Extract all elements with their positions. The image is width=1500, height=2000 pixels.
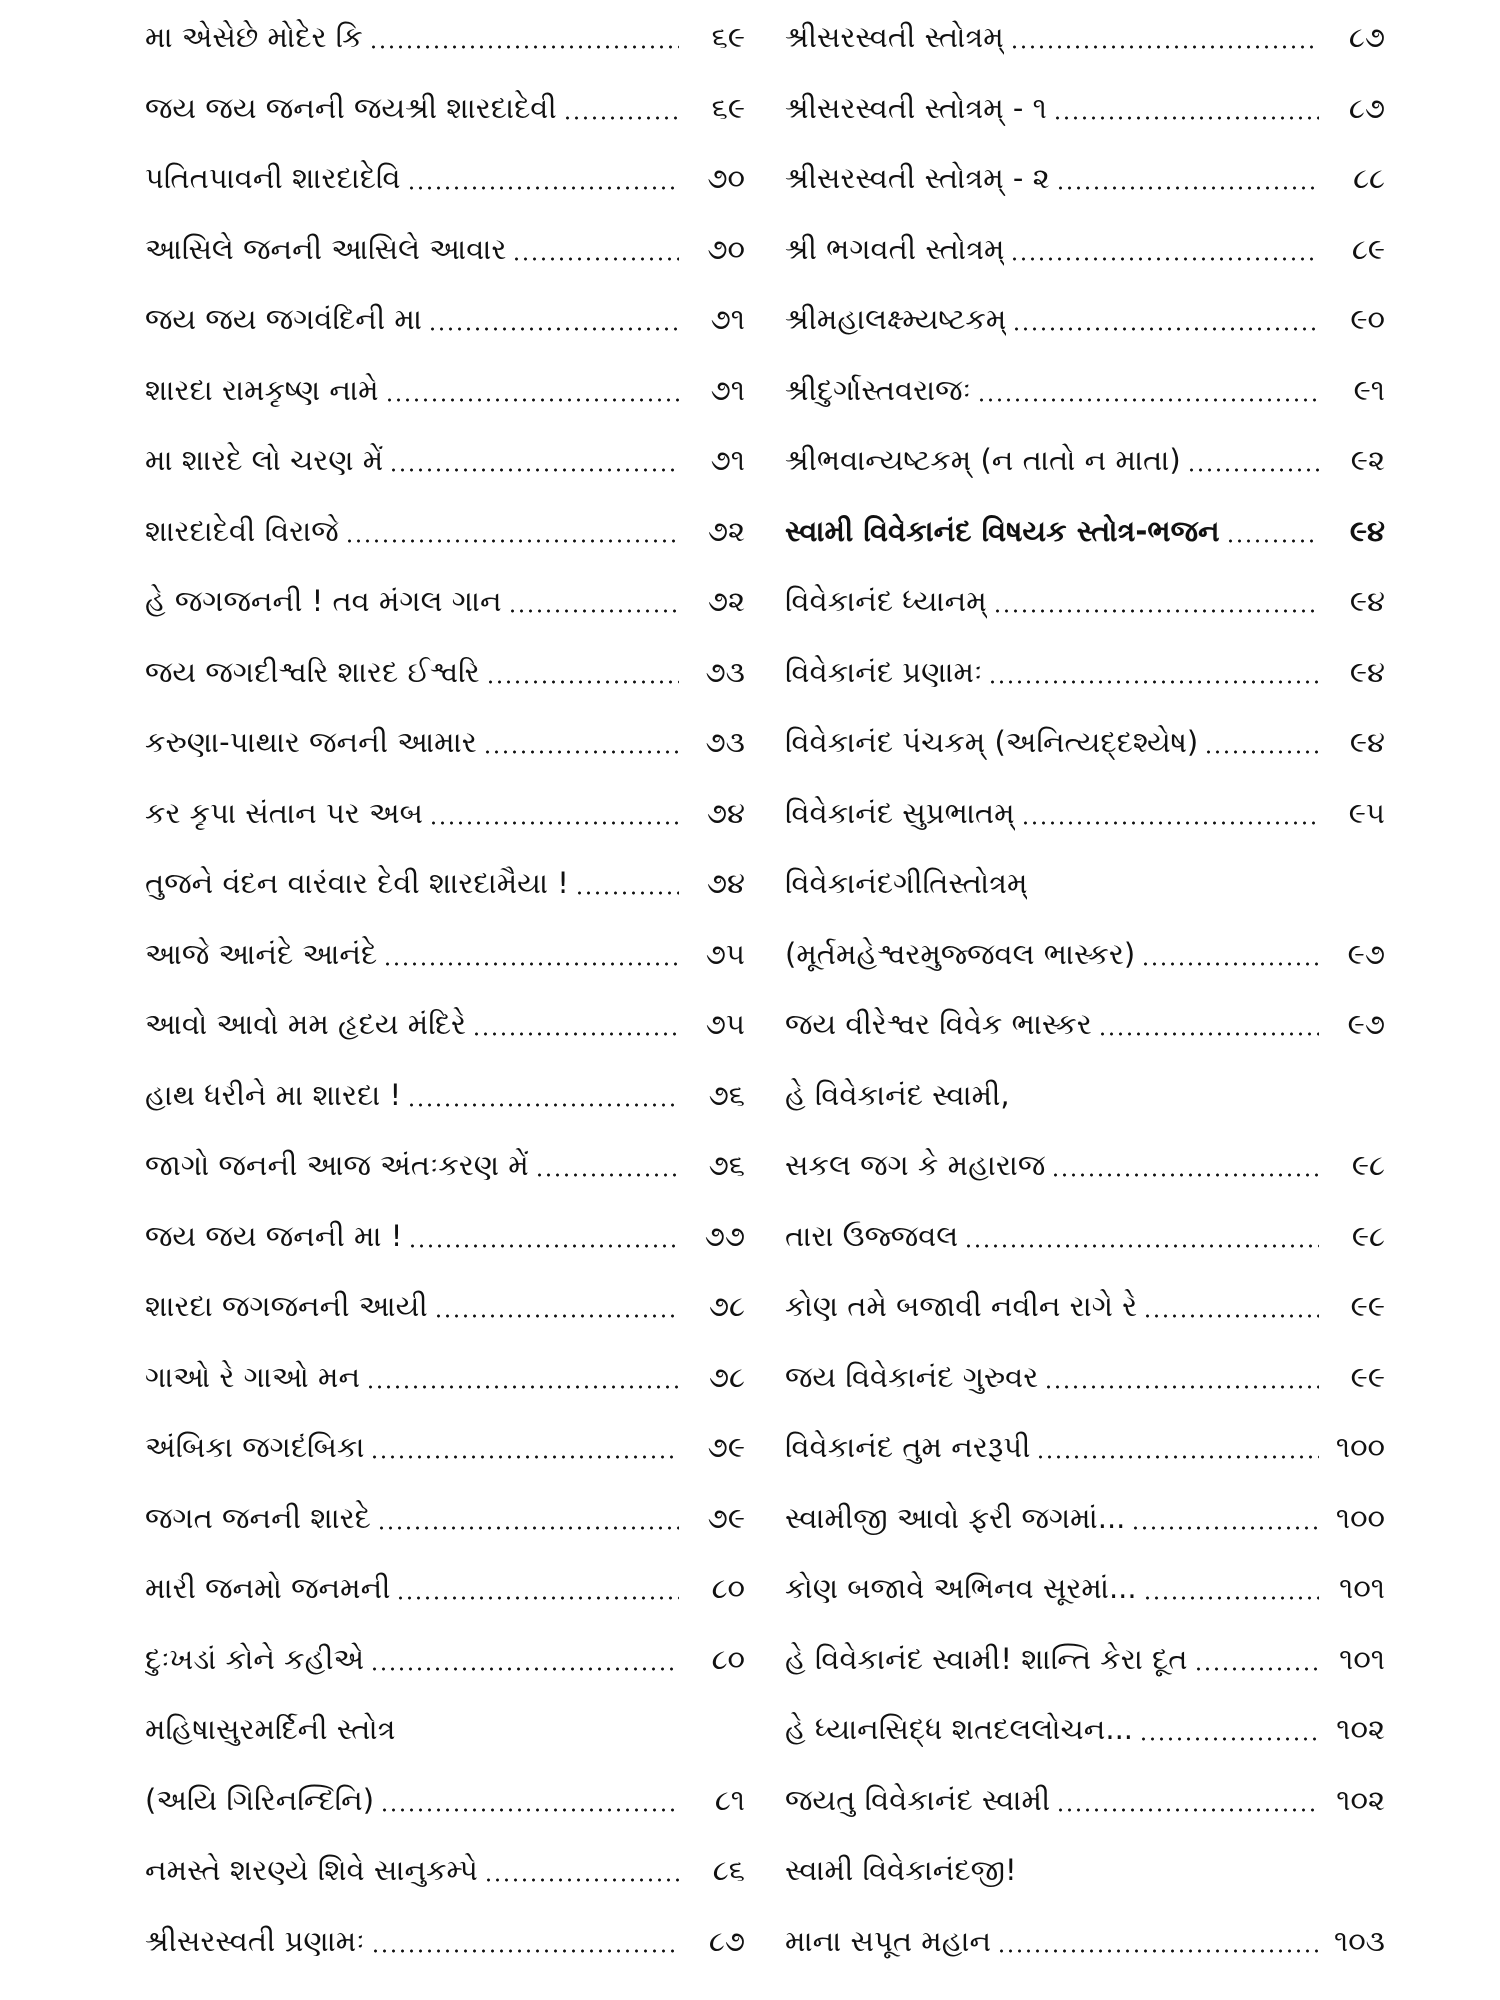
dot-leader xyxy=(472,1032,679,1036)
toc-right-entry xyxy=(785,435,1385,485)
toc-entry-page-number: ૭૨ xyxy=(707,513,745,548)
toc-entry-title: વિવેકાનંદ પ્રણામઃ xyxy=(785,654,983,689)
toc-entry-page-number: ૮૭ xyxy=(1348,20,1385,54)
toc-entry-title: શારદાદેવી વિરાજે xyxy=(145,513,339,548)
toc-left-entry xyxy=(145,153,745,203)
toc-right-entry xyxy=(785,1281,1385,1331)
toc-left-entry xyxy=(145,858,745,908)
toc-entry-title: જાગો જનની આજ અંતઃકરણ મેં xyxy=(145,1148,529,1182)
dot-leader xyxy=(1139,1737,1319,1741)
toc-entry-title: જય જગદીશ્વરિ શારદ ઈશ્વરિ xyxy=(145,654,480,689)
dot-leader xyxy=(1010,45,1319,49)
toc-left-entry xyxy=(145,1775,745,1825)
toc-entry-title: હે વિવેકાનંદ સ્વામી! શાન્તિ કેરા દૂત xyxy=(785,1641,1188,1676)
toc-entry-title: આવો આવો મમ હૃદય મંદિરે xyxy=(145,1007,467,1041)
dot-leader xyxy=(977,398,1319,402)
toc-entry-title: શ્રીદુર્ગાસ્તવરાજઃ xyxy=(785,372,971,407)
toc-entry-page-number: ૭૩ xyxy=(705,654,745,689)
toc-entry-title: જય જય જનની મા ! xyxy=(145,1218,403,1253)
toc-entry-title: જય વીરેશ્વર વિવેક ભાસ્કર xyxy=(785,1007,1092,1041)
toc-entry-page-number: ૭૬ xyxy=(708,1148,745,1182)
toc-entry-title: નમસ્તે શરણ્યે શિવે સાનુકમ્પે xyxy=(145,1853,478,1887)
toc-entry-title: કોણ બજાવે અભિનવ સૂરમાં... xyxy=(785,1571,1137,1605)
toc-left-entry xyxy=(145,224,745,274)
toc-right-entry xyxy=(785,153,1385,203)
dot-leader xyxy=(575,891,679,895)
dot-leader xyxy=(1044,1385,1319,1389)
toc-left-entry xyxy=(145,929,745,979)
toc-right-entry xyxy=(785,365,1385,415)
toc-entry-page-number: ૧૦૩ xyxy=(1334,1923,1385,1958)
toc-entry-page-number: ૭૩ xyxy=(705,725,745,759)
toc-right-entry xyxy=(785,788,1385,838)
dot-leader xyxy=(369,45,679,49)
dot-leader xyxy=(563,116,679,120)
toc-left-entry xyxy=(145,1563,745,1613)
toc-right-entry xyxy=(785,224,1385,274)
dot-leader xyxy=(1036,1455,1319,1459)
toc-entry-title: વિવેકાનંદ તુમ નરરૂપી xyxy=(785,1430,1031,1464)
dot-leader xyxy=(1187,468,1319,472)
toc-entry-title: આજે આનંદે આનંદે xyxy=(145,936,378,971)
toc-entry-page-number: ૯૦ xyxy=(1350,302,1385,336)
toc-left-entry xyxy=(145,717,745,767)
toc-entry-page-number: ૮૦ xyxy=(711,1641,745,1676)
dot-leader xyxy=(370,1455,679,1459)
toc-left-entry xyxy=(145,1281,745,1331)
toc-left-entry xyxy=(145,1070,745,1120)
toc-left-entry xyxy=(145,1845,745,1895)
dot-leader xyxy=(1194,1667,1320,1671)
toc-left-entry xyxy=(145,1493,745,1543)
toc-entry-title: શ્રીસરસ્વતી સ્તોત્રમ્ - ૨ xyxy=(785,161,1050,195)
toc-right-entry xyxy=(785,1493,1385,1543)
toc-entry-page-number: ૭૬ xyxy=(708,1077,745,1112)
toc-right-entry xyxy=(785,1211,1385,1261)
toc-left-entry xyxy=(145,576,745,626)
toc-entry-page-number: ૯૪ xyxy=(1349,725,1385,759)
toc-entry-page-number: ૧૦૦ xyxy=(1335,1430,1385,1464)
dot-leader xyxy=(345,539,679,543)
dot-leader xyxy=(1226,539,1319,543)
dot-leader xyxy=(1056,186,1319,190)
dot-leader xyxy=(988,680,1319,684)
toc-entry-title: માના સપૂત મહાન xyxy=(785,1923,992,1958)
toc-entry-page-number: ૭૧ xyxy=(710,372,745,407)
toc-entry-page-number: ૯૯ xyxy=(1350,1359,1385,1394)
toc-entry-page-number: ૬૯ xyxy=(711,20,745,54)
toc-entry-page-number: ૧૦૧ xyxy=(1339,1571,1385,1605)
toc-right-entry xyxy=(785,1563,1385,1613)
toc-entry-page-number: ૭૦ xyxy=(707,161,745,195)
toc-entry-page-number: ૯૪ xyxy=(1349,513,1385,548)
dot-leader xyxy=(484,1878,679,1882)
toc-left-entry xyxy=(145,1704,745,1754)
toc-entry-title: મા શારદે લો ચરણ મેં xyxy=(145,443,384,477)
toc-entry-title: શ્રીસરસ્વતી સ્તોત્રમ્ - ૧ xyxy=(785,90,1047,125)
toc-entry-page-number: ૯૪ xyxy=(1349,584,1385,618)
toc-entry-title: તુજને વંદન વારંવાર દેવી શારદામૈયા ! xyxy=(145,866,569,900)
dot-leader xyxy=(1143,1596,1319,1600)
dot-leader xyxy=(964,1244,1319,1248)
toc-entry-page-number: ૭૫ xyxy=(705,936,745,971)
toc-entry-title: હે જગજનની ! તવ મંગલ ગાન xyxy=(145,584,502,618)
dot-leader xyxy=(407,1103,679,1107)
toc-entry-page-number: ૯૭ xyxy=(1347,936,1385,971)
toc-entry-title: સકલ જગ કે મહારાજ xyxy=(785,1148,1046,1182)
dot-leader xyxy=(396,1596,679,1600)
toc-left-entry xyxy=(145,83,745,133)
dot-leader xyxy=(385,398,679,402)
toc-entry-page-number: ૧૦૨ xyxy=(1336,1782,1385,1817)
dot-leader xyxy=(993,609,1319,613)
toc-left-entry xyxy=(145,12,745,62)
toc-left-entry xyxy=(145,1211,745,1261)
toc-entry-title: હાથ ધરીને મા શારદા ! xyxy=(145,1077,402,1112)
toc-entry-title: મહિષાસુરમર્દિની સ્તોત્ર xyxy=(145,1712,396,1746)
toc-entry-title: સ્વામી વિવેકાનંદ વિષયક સ્તોત્ર-ભજન xyxy=(785,513,1220,548)
toc-left-entry xyxy=(145,788,745,838)
toc-entry-title: વિવેકાનંદ ધ્યાનમ્ xyxy=(785,584,987,618)
toc-entry-title: ગાઓ રે ગાઓ મન xyxy=(145,1359,361,1394)
toc-entry-page-number: ૬૯ xyxy=(711,90,745,125)
dot-leader xyxy=(1131,1526,1319,1530)
toc-entry-title: જયતુ વિવેકાનંદ સ્વામી xyxy=(785,1782,1051,1817)
toc-right-entry xyxy=(785,647,1385,697)
toc-entry-page-number: ૯૯ xyxy=(1350,1289,1385,1323)
toc-entry-page-number: ૭૧ xyxy=(710,302,745,336)
toc-entry-page-number: ૮૭ xyxy=(708,1923,745,1958)
dot-leader xyxy=(370,1667,679,1671)
toc-entry-page-number: ૮૮ xyxy=(1353,161,1385,195)
toc-right-entry xyxy=(785,717,1385,767)
toc-right-entry xyxy=(785,1422,1385,1472)
toc-left-entry xyxy=(145,647,745,697)
toc-right-entry xyxy=(785,1352,1385,1402)
dot-leader xyxy=(389,468,679,472)
dot-leader xyxy=(1021,821,1319,825)
toc-entry-title: સ્વામી વિવેકાનંદજી! xyxy=(785,1853,1017,1887)
toc-entry-page-number: ૯૪ xyxy=(1349,654,1385,689)
toc-right-entry xyxy=(785,83,1385,133)
dot-leader xyxy=(366,1385,679,1389)
toc-entry-title: તારા ઉજ્જવલ xyxy=(785,1218,959,1253)
toc-right-entry xyxy=(785,999,1385,1049)
dot-leader xyxy=(407,186,679,190)
toc-entry-title: વિવેકાનંદ પંચકમ્ (અનિત્યદ્દશ્યેષ) xyxy=(785,725,1199,759)
toc-entry-title: સ્વામીજી આવો ફરી જગમાં... xyxy=(785,1500,1126,1535)
dot-leader xyxy=(383,962,679,966)
toc-entry-page-number: ૭૮ xyxy=(708,1289,745,1323)
toc-entry-title: મારી જનમો જનમની xyxy=(145,1571,391,1605)
toc-left-entry xyxy=(145,1422,745,1472)
toc-right-entry xyxy=(785,1140,1385,1190)
toc-entry-title: વિવેકાનંદ સુપ્રભાતમ્ xyxy=(785,795,1015,830)
dot-leader xyxy=(535,1173,679,1177)
toc-entry-page-number: ૯૨ xyxy=(1350,443,1385,477)
toc-entry-title: કરુણા-પાથાર જનની આમાર xyxy=(145,725,477,759)
toc-entry-title: (અયિ ગિરિનન્દિનિ) xyxy=(145,1782,375,1817)
dot-leader xyxy=(997,1949,1319,1953)
toc-entry-title: દુઃખડાં કોને કહીએ xyxy=(145,1641,365,1676)
dot-leader xyxy=(377,1526,679,1530)
toc-right-entry xyxy=(785,929,1385,979)
dot-leader xyxy=(483,750,679,754)
toc-entry-title: શ્રી ભગવતી સ્તોત્રમ્ xyxy=(785,231,1005,266)
toc-left-entry xyxy=(145,1916,745,1966)
toc-entry-title: શ્રીમહાલક્ષ્મ્યષ્ટકમ્ xyxy=(785,302,1007,336)
toc-right-entry xyxy=(785,1634,1385,1684)
toc-entry-title: શારદા રામકૃષ્ણ નામે xyxy=(145,372,379,407)
toc-entry-title: શ્રીભવાન્યષ્ટકમ્ (ન તાતો ન માતા) xyxy=(785,443,1181,477)
dot-leader xyxy=(380,1808,679,1812)
toc-entry-title: જય વિવેકાનંદ ગુરુવર xyxy=(785,1359,1039,1394)
toc-left-entry xyxy=(145,294,745,344)
toc-entry-title: હે ધ્યાનસિદ્ધ શતદલલોચન... xyxy=(785,1712,1134,1746)
toc-entry-page-number: ૭૪ xyxy=(706,795,745,830)
toc-entry-page-number: ૭૧ xyxy=(710,443,745,477)
toc-entry-title: શ્રીસરસ્વતી પ્રણામઃ xyxy=(145,1923,365,1958)
toc-entry-title: હે વિવેકાનંદ સ્વામી, xyxy=(785,1077,1010,1112)
toc-entry-title: જય જય જગવંદિની મા xyxy=(145,302,422,336)
toc-entry-page-number: ૯૧ xyxy=(1353,372,1385,407)
dot-leader xyxy=(1098,1032,1319,1036)
toc-right-entry xyxy=(785,12,1385,62)
dot-leader xyxy=(1204,750,1319,754)
dot-leader xyxy=(1053,116,1319,120)
toc-entry-page-number: ૯૮ xyxy=(1351,1218,1385,1253)
dot-leader xyxy=(508,609,679,613)
toc-entry-page-number: ૭૦ xyxy=(707,231,745,266)
toc-left-entry xyxy=(145,365,745,415)
toc-entry-page-number: ૮૭ xyxy=(1348,90,1385,125)
toc-entry-page-number: ૧૦૦ xyxy=(1335,1500,1385,1535)
dot-leader xyxy=(1012,327,1319,331)
toc-entry-page-number: ૭૮ xyxy=(708,1359,745,1394)
dot-leader xyxy=(429,821,679,825)
toc-right-entry xyxy=(785,1070,1385,1120)
toc-entry-title: (મૂર્તમહેશ્વરમુજ્જવલ ભાસ્કર) xyxy=(785,936,1136,971)
dot-leader xyxy=(1056,1808,1319,1812)
dot-leader xyxy=(1141,962,1319,966)
toc-entry-page-number: ૯૫ xyxy=(1348,795,1385,830)
toc-entry-title: જગત જનની શારદે xyxy=(145,1500,371,1535)
dot-leader xyxy=(371,1949,679,1953)
toc-left-entry xyxy=(145,999,745,1049)
toc-entry-page-number: ૭૭ xyxy=(704,1218,745,1253)
toc-entry-page-number: ૭૫ xyxy=(705,1007,745,1041)
toc-entry-page-number: ૭૯ xyxy=(707,1500,745,1535)
toc-right-entry xyxy=(785,1704,1385,1754)
toc-entry-page-number: ૧૦૧ xyxy=(1339,1641,1385,1676)
toc-right-entry xyxy=(785,576,1385,626)
dot-leader xyxy=(408,1244,679,1248)
toc-right-entry xyxy=(785,1916,1385,1966)
dot-leader xyxy=(1010,257,1319,261)
toc-left-entry xyxy=(145,1634,745,1684)
toc-left-entry xyxy=(145,1352,745,1402)
toc-entry-title: શારદા જગજનની આયી xyxy=(145,1289,428,1323)
dot-leader xyxy=(512,257,679,261)
toc-entry-title: કોણ તમે બજાવી નવીન રાગે રે xyxy=(785,1289,1138,1323)
toc-entry-page-number: ૭૯ xyxy=(707,1430,745,1464)
toc-entry-title: જય જય જનની જયશ્રી શારદાદેવી xyxy=(145,90,557,125)
dot-leader xyxy=(428,327,679,331)
toc-entry-title: શ્રીસરસ્વતી સ્તોત્રમ્ xyxy=(785,20,1004,54)
dot-leader xyxy=(434,1314,679,1318)
toc-right-entry xyxy=(785,858,1385,908)
toc-entry-page-number: ૧૦૨ xyxy=(1336,1712,1385,1746)
toc-entry-page-number: ૮૯ xyxy=(1351,231,1385,266)
toc-left-entry xyxy=(145,1140,745,1190)
toc-entry-page-number: ૭૨ xyxy=(707,584,745,618)
toc-entry-title: પતિતપાવની શારદાદેવિ xyxy=(145,161,401,195)
toc-right-entry xyxy=(785,294,1385,344)
toc-entry-page-number: ૯૭ xyxy=(1347,1007,1385,1041)
toc-left-entry xyxy=(145,435,745,485)
toc-entry-page-number: ૭૪ xyxy=(706,866,745,900)
toc-right-entry xyxy=(785,1845,1385,1895)
toc-right-entry xyxy=(785,506,1385,556)
toc-entry-title: અંબિકા જગદંબિકા xyxy=(145,1430,365,1464)
toc-entry-page-number: ૮૦ xyxy=(711,1571,745,1605)
toc-entry-title: વિવેકાનંદગીતિસ્તોત્રમ્ xyxy=(785,866,1028,900)
toc-entry-title: મા એસેછે મોદેર કિ xyxy=(145,20,363,54)
toc-entry-title: કર કૃપા સંતાન પર અબ xyxy=(145,795,423,830)
dot-leader xyxy=(1143,1314,1319,1318)
toc-entry-page-number: ૯૮ xyxy=(1351,1148,1385,1182)
toc-entry-title: આસિલે જનની આસિલે આવાર xyxy=(145,231,507,266)
toc-right-entry xyxy=(785,1775,1385,1825)
dot-leader xyxy=(1051,1173,1319,1177)
dot-leader xyxy=(486,680,679,684)
toc-entry-page-number: ૮૬ xyxy=(712,1853,745,1887)
toc-entry-page-number: ૮૧ xyxy=(714,1782,745,1817)
toc-left-entry xyxy=(145,506,745,556)
